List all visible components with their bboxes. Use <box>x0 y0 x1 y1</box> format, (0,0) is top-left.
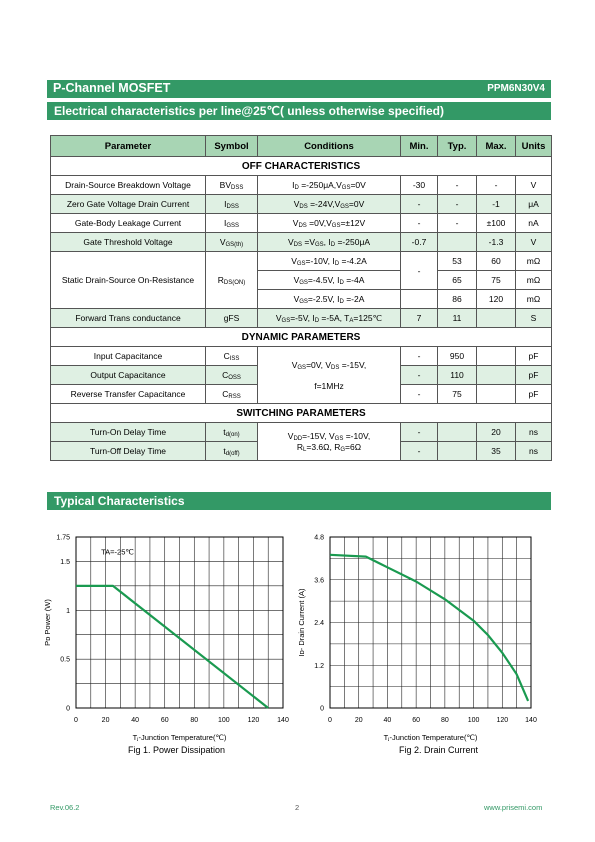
x-tick-label: 60 <box>412 717 421 724</box>
table-header-row <box>51 136 552 157</box>
x-tick-label: 120 <box>496 717 509 724</box>
x-tick-label: 0 <box>328 717 332 724</box>
section-off-characteristics: OFF CHARACTERISTICS <box>51 157 552 176</box>
table-row: Turn-Off Delay Time $t_{d(off)}$ - 35 ns <box>51 442 552 461</box>
y-tick-label: 4.8 <box>314 534 324 542</box>
x-tick-label: 0 <box>74 717 78 724</box>
part-number: PPM6N30V4 <box>487 83 545 94</box>
y-tick-label: 0 <box>66 705 70 713</box>
section-typical-characteristics-title: Typical Characteristics <box>47 492 551 510</box>
power-dissipation-plot <box>30 528 300 743</box>
fig2-caption: Fig 2. Drain Current <box>399 745 479 755</box>
revision-label: Rev.06.2 <box>50 803 80 812</box>
x-tick-label: 20 <box>354 717 363 724</box>
temperature-annotation: TA=-25℃ <box>101 547 134 557</box>
series-line <box>330 555 528 701</box>
table-row: Zero Gate Voltage Drain Current $I_{DSS}$ $V_{DS} =-24V,V_{GS}=0V$ - - -1 μA <box>51 195 552 214</box>
x-tick-label: 120 <box>247 717 260 724</box>
y-tick-label: 1.75 <box>56 534 70 542</box>
power-dissipation-chart <box>30 528 300 743</box>
x-axis-label: Tⱼ-Junction Temperature(℃) <box>132 733 227 742</box>
header-title: P-Channel MOSFET <box>53 81 171 95</box>
x-axis-label: Tⱼ-Junction Temperature(℃) <box>383 733 478 742</box>
y-tick-label: 0.5 <box>60 656 70 664</box>
x-tick-label: 80 <box>440 717 449 724</box>
x-tick-label: 40 <box>131 717 140 724</box>
table-row: $V_{GS}=-2.5V$, $I_D =-2A$ 86 120 mΩ <box>51 290 552 309</box>
drain-current-plot <box>290 528 560 743</box>
col-header: Symbol <box>206 136 258 157</box>
drain-current-chart <box>290 528 560 743</box>
x-tick-label: 100 <box>467 717 480 724</box>
x-tick-label: 20 <box>101 717 110 724</box>
fig1-caption: Fig 1. Power Dissipation <box>128 745 226 755</box>
table-row: Static Drain-Source On-Resistance $R_{DS(ON)}$ $V_{GS}=-10V$, $I_D =-4.2A$ - 53 60 mΩ <box>51 252 552 271</box>
col-header: Conditions <box>258 136 401 157</box>
y-tick-label: 1 <box>66 607 70 615</box>
page-number: 2 <box>295 803 300 812</box>
y-tick-label: 3.6 <box>314 577 324 585</box>
col-header: Units <box>516 136 552 157</box>
table-row: Turn-On Delay Time $t_{d(on)}$ $V_{DD}=-15V$, $V_{GS} =-10V$, $R_L=3.6\Omega$, $R_G=6\Omega$ - 20 ns <box>51 423 552 442</box>
table-row: Output Capacitance $C_{OSS}$ - 110 pF <box>51 366 552 385</box>
table-row: $V_{GS}=-4.5V$, $I_D =-4A$ 65 75 mΩ <box>51 271 552 290</box>
table-row: Reverse Transfer Capacitance $C_{RSS}$ - 75 pF <box>51 385 552 404</box>
section-electrical-title: Electrical characteristics per line@25℃( unless otherwise specified) <box>47 102 551 120</box>
series-line <box>76 586 268 708</box>
col-header: Min. <box>401 136 438 157</box>
x-tick-label: 100 <box>218 717 230 724</box>
y-tick-label: 0 <box>320 705 324 713</box>
col-header: Parameter <box>51 136 206 157</box>
x-tick-label: 60 <box>160 717 169 724</box>
table-row: Gate-Body Leakage Current $I_{GSS}$ $V_{DS} =0V,V_{GS}=\pm 12V$ - - ±100 nA <box>51 214 552 233</box>
header-banner <box>47 80 551 98</box>
table-row: Forward Trans conductance gFS $V_{GS}=-5V$, $I_D =-5A$, $T_A=125℃$ 7 11 S <box>51 309 552 328</box>
x-tick-label: 80 <box>190 717 199 724</box>
electrical-characteristics-table <box>50 135 552 461</box>
table-row: Input Capacitance $C_{ISS}$ $V_{GS}=0V$, $V_{DS} =-15V$, f=1MHz - 950 pF <box>51 347 552 366</box>
x-tick-label: 140 <box>525 717 537 724</box>
col-header: Max. <box>477 136 516 157</box>
y-tick-label: 1.5 <box>60 558 70 566</box>
col-header: Typ. <box>438 136 477 157</box>
section-switching-parameters: SWITCHING PARAMETERS <box>51 404 552 423</box>
website-link[interactable]: www.prisemi.com <box>484 803 543 812</box>
section-dynamic-parameters: DYNAMIC PARAMETERS <box>51 328 552 347</box>
table-row: Gate Threshold Voltage $V_{GS(th)}$ $V_{DS} =V_{GS}$, $I_D =-250\mu A$ -0.7 -1.3 V <box>51 233 552 252</box>
y-axis-label: Pᴅ Power (W) <box>43 599 52 646</box>
y-tick-label: 2.4 <box>314 620 324 627</box>
y-tick-label: 1.2 <box>314 662 324 670</box>
table-row: Drain-Source Breakdown Voltage $BV_{DSS}$ $I_D =-250\mu A,V_{GS}=0V$ -30 - - V <box>51 176 552 195</box>
x-tick-label: 140 <box>277 717 289 724</box>
y-axis-label: Iᴅ- Drain Current (A) <box>297 588 306 657</box>
x-tick-label: 40 <box>383 717 392 724</box>
